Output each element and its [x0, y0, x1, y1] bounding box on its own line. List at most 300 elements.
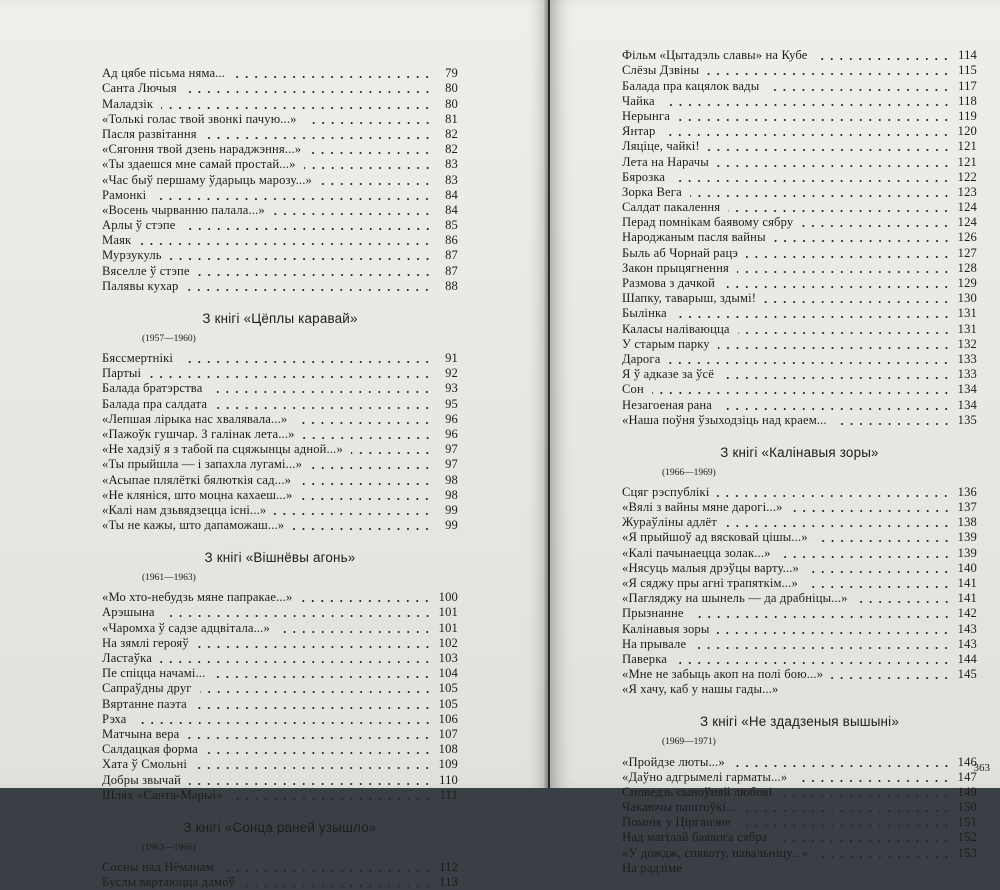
section-years: (1963—1966)	[142, 842, 196, 853]
dot-leader	[304, 167, 432, 169]
toc-entry-title: Каласы наліваюцца	[622, 321, 730, 336]
toc-entry	[622, 154, 977, 169]
toc-entry	[102, 381, 458, 396]
toc-entry-page: 139	[957, 545, 977, 560]
toc-entry-title: У старым парку	[622, 336, 710, 351]
page-number: 363	[973, 762, 990, 774]
toc-entry-page: 149	[957, 784, 977, 799]
dot-leader	[737, 271, 951, 273]
toc-entry-page: 105	[438, 696, 458, 711]
toc-entry	[102, 472, 458, 487]
dot-leader	[303, 437, 432, 439]
dot-leader	[831, 677, 951, 679]
dot-leader	[197, 646, 432, 648]
toc-entry-page: 122	[957, 169, 977, 184]
toc-entry-title: Народжаным пасля вайны	[622, 230, 766, 245]
toc-entry	[622, 139, 977, 154]
toc-entry	[102, 772, 458, 787]
toc-entry-page: 153	[957, 845, 977, 860]
toc-entry-page: 140	[957, 560, 977, 575]
toc-entry	[102, 757, 458, 772]
toc-entry	[622, 606, 977, 621]
dot-leader	[163, 615, 432, 617]
dot-leader	[675, 662, 951, 664]
toc-entry-page: 128	[957, 260, 977, 275]
toc-entry-title: «Я хачу, каб у нашы гады...»	[622, 682, 779, 697]
toc-entry-title: «Час быў першаму ўдарыць марозу...»	[102, 172, 312, 187]
toc-entry-title: «Ты здаешся мне самай простай...»	[102, 157, 296, 172]
toc-entry-page: 85	[445, 218, 458, 233]
toc-entry-title: «Не кляніся, што моцна кахаеш...»	[102, 487, 293, 502]
toc-entry-page: 117	[958, 78, 977, 93]
dot-leader	[186, 289, 432, 291]
toc-entry	[622, 785, 977, 800]
toc-column-right	[622, 48, 977, 876]
dot-leader	[675, 316, 951, 318]
toc-entry-page: 121	[957, 154, 977, 169]
toc-entry-title: Ляціце, чайкі!	[622, 139, 700, 154]
dot-leader	[738, 332, 951, 334]
dot-leader	[835, 423, 951, 425]
dot-leader	[733, 765, 951, 767]
toc-entry-page: 99	[445, 502, 458, 517]
toc-entry-title: «Даўно адгрымелі гарматы...»	[622, 769, 788, 784]
dot-leader	[154, 198, 432, 200]
toc-entry-page: 135	[957, 412, 977, 427]
toc-entry	[622, 124, 977, 139]
dot-leader	[222, 870, 432, 872]
toc-entry	[102, 366, 458, 381]
dot-leader	[273, 213, 432, 215]
toc-entry-title: «Нясуць малыя дрэўцы варту...»	[622, 560, 799, 575]
toc-entry-page: 83	[445, 172, 458, 187]
toc-entry-page: 88	[445, 278, 458, 293]
toc-entry-title: Чайка	[622, 93, 655, 108]
toc-entry-title: Быль аб Чорнай рацэ	[622, 245, 738, 260]
toc-entry	[102, 188, 458, 203]
toc-entry	[102, 860, 458, 875]
toc-entry-page: 133	[957, 367, 977, 382]
toc-entry	[622, 545, 977, 560]
dot-leader	[728, 210, 951, 212]
toc-entry-page: 97	[445, 457, 458, 472]
toc-entry	[102, 696, 458, 711]
toc-entry-page: 134	[957, 397, 977, 412]
toc-entry-page: 121	[957, 139, 977, 154]
section-years: (1966—1969)	[662, 467, 716, 478]
toc-entry-title: Нерынга	[622, 108, 670, 123]
toc-entry-title: Паверка	[622, 651, 668, 666]
toc-entry-page: 80	[445, 81, 458, 96]
dot-leader	[807, 571, 951, 573]
toc-entry-title: Шапку, таварыш, здымі!	[622, 291, 757, 306]
toc-entry	[622, 48, 977, 63]
toc-entry-page: 84	[445, 202, 458, 217]
toc-entry-title: Рамонкі	[102, 187, 147, 202]
dot-leader	[292, 528, 432, 530]
toc-entry-title: Жураўліны адлёт	[622, 515, 717, 530]
dot-leader	[215, 407, 432, 409]
toc-entry	[102, 518, 458, 533]
dot-leader	[139, 243, 432, 245]
dot-leader	[816, 856, 951, 858]
toc-entry-page: 83	[445, 157, 458, 172]
dot-leader	[718, 347, 951, 349]
toc-entry-page: 136	[957, 484, 977, 499]
toc-entry-page: 137	[957, 500, 977, 515]
toc-entry-title: На радзіме	[622, 860, 682, 875]
dot-leader	[717, 495, 951, 497]
dot-leader	[678, 119, 951, 121]
toc-entry-title: Лета на Нарачы	[622, 154, 709, 169]
toc-entry-page: 79	[445, 66, 458, 81]
toc-entry-page: 141	[957, 576, 977, 590]
toc-entry-title: На прывале	[622, 636, 687, 651]
toc-entry-title: «Я сяджу пры агні трапяткім...»	[622, 576, 798, 590]
toc-entry-page: 114	[958, 48, 977, 63]
toc-entry	[622, 367, 977, 382]
toc-entry	[622, 667, 977, 682]
toc-entry-title: «Пагляджу на шынель — да драбніцы...»	[622, 591, 848, 606]
dot-leader	[187, 737, 432, 739]
toc-entry	[102, 651, 458, 666]
toc-entry	[622, 321, 977, 336]
dot-leader	[299, 483, 432, 485]
toc-entry-page: 115	[958, 63, 977, 78]
toc-entry	[102, 248, 458, 263]
toc-entry-page: 111	[439, 787, 458, 802]
dot-leader	[690, 195, 951, 197]
section-years: (1961—1963)	[142, 573, 196, 584]
section-heading: З кнігі «Сонца раней узышло»	[183, 819, 377, 835]
toc-entry	[622, 815, 977, 830]
toc-entry-title: Шлях «Санта-Марыі»	[102, 787, 223, 802]
toc-entry	[622, 561, 977, 576]
dot-leader	[779, 556, 951, 558]
toc-entry-page: 127	[957, 245, 977, 260]
toc-entry-title: «Калі нам дзьвядзецца існі...»	[102, 502, 267, 517]
dot-leader	[720, 408, 951, 410]
toc-entry-title: Вяселле ў стэпе	[102, 263, 190, 278]
toc-entry	[622, 352, 977, 367]
toc-entry-title: Санта Лючыя	[102, 81, 177, 96]
toc-entry-page: 130	[957, 291, 977, 306]
dot-leader	[806, 586, 951, 588]
dot-leader	[780, 795, 951, 797]
dot-leader	[149, 376, 432, 378]
toc-entry-title: На зямлі герояў	[102, 635, 189, 650]
toc-entry	[622, 413, 977, 428]
toc-entry-page: 92	[445, 366, 458, 381]
toc-entry-title: «Ты не кажы, што дапаможаш...»	[102, 518, 285, 533]
toc-entry	[622, 845, 977, 860]
dot-leader	[278, 631, 432, 633]
toc-entry-title: «Не хадзіў я з табой па сцяжынцы адной...»	[102, 442, 343, 457]
dot-leader	[767, 89, 951, 91]
toc-entry-title: «Ты прыйшла — і запахла лугамі...»	[102, 457, 303, 472]
toc-entry-title: Янтар	[622, 124, 656, 139]
toc-entry	[102, 172, 458, 187]
section-heading: З кнігі «Калінавыя зоры»	[720, 444, 879, 460]
toc-entry-page: 87	[445, 248, 458, 263]
toc-entry-title: Былінка	[622, 306, 667, 321]
toc-entry	[622, 306, 977, 321]
toc-entry	[102, 157, 458, 172]
dot-leader	[351, 452, 432, 454]
toc-entry-page: 107	[438, 726, 458, 741]
toc-entry-title: Калінавыя зоры	[622, 621, 710, 636]
toc-entry-title: «Восень чырванню палала...»	[102, 202, 265, 217]
toc-entry-title: «Асыпае плялёткі бялюткія сад...»	[102, 472, 292, 487]
toc-entry	[622, 170, 977, 185]
toc-entry	[622, 800, 977, 815]
toc-entry	[102, 233, 458, 248]
toc-entry	[102, 142, 458, 157]
dot-leader	[692, 616, 951, 618]
toc-entry-title: «Я прыйшоў ад вясковай цішы...»	[622, 530, 808, 545]
toc-entry-title: Сосны над Нёманам	[102, 859, 214, 874]
toc-entry-title: Фільм «Цытадэль славы» на Кубе	[622, 48, 808, 63]
toc-entry-page: 98	[445, 472, 458, 487]
toc-entry-page: 132	[957, 336, 977, 351]
toc-entry-page: 113	[439, 875, 458, 890]
toc-entry-title: «Толькі голас твой звонкі пачую...»	[102, 111, 297, 126]
toc-entry-page: 151	[957, 815, 977, 830]
toc-column-left	[102, 66, 458, 890]
toc-entry-page: 138	[957, 515, 977, 530]
toc-entry-page: 134	[957, 382, 977, 397]
toc-entry-page: 124	[957, 200, 977, 215]
toc-entry	[622, 515, 977, 530]
toc-entry-page: 119	[958, 108, 977, 123]
toc-entry	[622, 337, 977, 352]
dot-leader	[744, 810, 951, 812]
toc-entry-page: 102	[438, 635, 458, 650]
dot-leader	[663, 104, 951, 106]
toc-entry	[622, 621, 977, 636]
toc-entry-page: 86	[445, 233, 458, 248]
toc-entry	[102, 875, 458, 890]
toc-entry-page: 124	[957, 215, 977, 230]
toc-entry-title: Пе спіцца начамі...	[102, 666, 206, 681]
dot-leader	[300, 498, 432, 500]
toc-entry-page: 96	[445, 411, 458, 426]
dot-leader	[231, 798, 432, 800]
toc-entry	[622, 770, 977, 785]
dot-leader	[195, 707, 432, 709]
toc-entry-page: 87	[445, 263, 458, 278]
toc-entry	[102, 81, 458, 96]
toc-entry	[622, 276, 977, 291]
section-heading: З кнігі «Вішнёвы агонь»	[204, 550, 356, 566]
toc-entry	[622, 861, 977, 876]
toc-entry	[622, 215, 977, 230]
toc-entry-title: Маяк	[102, 233, 132, 248]
toc-entry-page: 152	[957, 830, 977, 845]
toc-entry-page: 105	[438, 681, 458, 696]
toc-entry-title: Зорка Вега	[622, 184, 682, 199]
dot-leader	[135, 722, 432, 724]
toc-entry-page: 95	[445, 396, 458, 411]
toc-entry	[622, 830, 977, 845]
dot-leader	[725, 525, 951, 527]
toc-entry-page: 93	[445, 381, 458, 396]
toc-entry-page: 144	[957, 651, 977, 666]
dot-leader	[198, 274, 432, 276]
toc-entry	[622, 576, 977, 591]
toc-entry-page: 143	[957, 636, 977, 651]
toc-entry	[622, 185, 977, 200]
section-heading: З кнігі «Не здадзеныя вышыні»	[700, 714, 899, 730]
toc-entry	[102, 218, 458, 233]
toc-entry-title: Дарога	[622, 351, 661, 366]
toc-entry	[622, 485, 977, 500]
toc-entry-title: Вяртанне паэта	[102, 696, 187, 711]
dot-leader	[791, 510, 951, 512]
toc-entry-title: Бярозка	[622, 169, 666, 184]
toc-entry-page: 101	[438, 605, 458, 620]
toc-entry-title: Маладзік	[102, 96, 154, 111]
dot-leader	[722, 377, 951, 379]
toc-entry-title: Балада пра кацялок вады	[622, 78, 760, 93]
toc-entry	[622, 78, 977, 93]
toc-entry-page: 106	[438, 711, 458, 726]
toc-entry-page: 81	[445, 111, 458, 126]
toc-entry-title: «Чаромха ў садзе адцвітала...»	[102, 620, 270, 635]
toc-entry	[622, 530, 977, 545]
toc-entry	[622, 94, 977, 109]
toc-entry-page: 80	[445, 96, 458, 111]
toc-entry	[102, 788, 458, 803]
dot-leader	[181, 361, 432, 363]
toc-entry	[102, 263, 458, 278]
toc-entry-title: Ластаўка	[102, 651, 152, 665]
dot-leader	[320, 183, 432, 185]
toc-entry-title: «Пройдзе люты...»	[622, 754, 725, 769]
toc-entry-title: «Мне не забыць акоп на полі бою...»	[622, 667, 824, 682]
toc-entry-page: 109	[438, 757, 458, 772]
toc-entry	[102, 112, 458, 127]
toc-entry-page: 101	[438, 620, 458, 635]
toc-entry-page: 91	[445, 351, 458, 365]
section-heading: З кнігі «Цёплы каравай»	[202, 310, 358, 326]
dot-leader	[274, 513, 432, 515]
toc-entry-title: «У дождж, спякоту, навальніцу...»	[622, 845, 808, 860]
toc-entry-page: 97	[445, 442, 458, 457]
toc-entry	[622, 637, 977, 652]
dot-leader	[205, 137, 432, 139]
dot-leader	[185, 91, 432, 93]
dot-leader	[170, 258, 432, 260]
toc-entry-page: 131	[957, 306, 977, 321]
toc-entry-title: «Лепшая лірыка нас хвалявала...»	[102, 411, 288, 426]
dot-leader	[184, 228, 432, 230]
toc-entry-title: Салдацкая форма	[102, 742, 198, 757]
toc-entry-title: Ад цябе пісьма няма...	[102, 66, 226, 81]
toc-entry	[102, 666, 458, 681]
toc-entry-page: 126	[957, 230, 977, 245]
toc-entry	[102, 590, 458, 605]
dot-leader	[746, 256, 951, 258]
toc-entry	[102, 127, 458, 142]
toc-entry-title: «Сягоння твой дзень нараджэння...»	[102, 142, 302, 157]
toc-entry	[102, 727, 458, 742]
toc-entry-title: Буслы вяртаюцца дамоў	[102, 875, 235, 890]
toc-entry-page: 108	[438, 742, 458, 757]
dot-leader	[652, 392, 951, 394]
toc-entry	[102, 681, 458, 696]
dot-leader	[815, 58, 951, 60]
toc-entry-title: Балада братэрства	[102, 381, 203, 396]
toc-entry-title: «Наша поўня ўзыходзіць над краем...	[622, 412, 827, 427]
toc-entry-title: Я ў адказе за ўсё	[622, 367, 714, 382]
dot-leader	[739, 825, 951, 827]
toc-entry-title: Рэха	[102, 711, 127, 726]
toc-entry-title: Сапраўдны друг	[102, 681, 192, 696]
toc-entry	[102, 488, 458, 503]
toc-entry	[102, 620, 458, 635]
dot-leader	[795, 780, 951, 782]
toc-entry-page: 133	[957, 351, 977, 366]
toc-entry	[102, 457, 458, 472]
dot-leader	[707, 73, 951, 75]
toc-entry	[102, 605, 458, 620]
toc-entry-title: Размова з дачкой	[622, 276, 716, 290]
dot-leader	[775, 840, 951, 842]
toc-entry-page: 110	[439, 772, 458, 787]
dot-leader	[723, 286, 951, 288]
toc-entry-title: Незагоеная рана	[622, 397, 713, 412]
toc-entry-page: 100	[438, 590, 458, 605]
toc-entry	[622, 245, 977, 260]
toc-entry	[102, 742, 458, 757]
toc-entry-title: «Вялі з вайны мяне дарогі...»	[622, 500, 783, 515]
toc-entry	[102, 712, 458, 727]
dot-leader	[668, 362, 951, 364]
toc-entry-title: Чакаючы паштоўкі...	[622, 800, 737, 815]
dot-leader	[213, 676, 432, 678]
toc-entry	[622, 230, 977, 245]
toc-entry-page: 82	[445, 126, 458, 141]
toc-entry-title: Хата ў Смольні	[102, 757, 188, 772]
toc-entry-title: Балада пра салдата	[102, 396, 208, 411]
section-years: (1969—1971)	[662, 737, 716, 748]
toc-entry-title: Арлы ў стэпе	[102, 218, 176, 233]
toc-entry-page: 146	[957, 754, 977, 769]
dot-leader	[774, 240, 951, 242]
toc-entry	[102, 279, 458, 294]
dot-leader	[200, 691, 432, 693]
toc-entry-page: 141	[957, 591, 977, 606]
toc-entry-title: Сцяг рэспублікі	[622, 484, 710, 499]
dot-leader	[189, 783, 432, 785]
toc-entry-title: Партыі	[102, 366, 142, 381]
toc-entry-title: Матчына вера	[102, 726, 180, 741]
toc-entry-title: «Пажоўк гушчар. З галінак лета...»	[102, 426, 295, 441]
toc-entry-page: 129	[957, 276, 977, 290]
toc-entry-page: 145	[957, 667, 977, 682]
toc-entry-page: 147	[957, 769, 977, 784]
toc-entry-page: 118	[958, 93, 977, 108]
dot-leader	[210, 391, 432, 393]
toc-entry	[622, 397, 977, 412]
toc-entry	[622, 63, 977, 78]
toc-entry-page: 96	[445, 426, 458, 441]
toc-entry-title: Помнік у Цірганэне	[622, 815, 731, 830]
toc-entry-page: 104	[438, 666, 458, 681]
toc-entry-page: 139	[957, 530, 977, 545]
dot-leader	[295, 422, 432, 424]
